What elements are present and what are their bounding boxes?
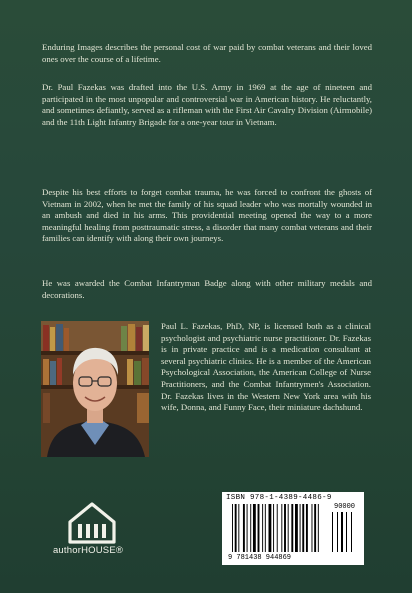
price-code: 90000 — [334, 503, 356, 511]
barcode-bar — [258, 504, 260, 552]
barcode-bar — [284, 504, 286, 552]
barcode-bar — [281, 504, 282, 552]
description-paragraph-4: He was awarded the Combat Infantryman Badge along with other military medals and decorations. — [42, 278, 372, 300]
barcode-bar — [247, 504, 248, 552]
barcode-bar — [243, 504, 245, 552]
barcode-addon-bar — [332, 512, 333, 552]
barcode-bar — [288, 504, 289, 552]
description-paragraph-2: Dr. Paul Fazekas was drafted into the U.S. Army in 1969 at the age of nineteen and participated in the most unpopular and controversial war in American history. He reluctantly, and sometimes defiantly, served as a rifleman with the First Air Cavalry Division (Airmobile) and the 11th Light Infantry Brigade for a one-year tour in Vietnam. — [42, 82, 372, 127]
barcode-bar — [269, 504, 272, 552]
barcode-addon-bar — [341, 512, 343, 552]
description-paragraph-3: Despite his best efforts to forget combat trauma, he was forced to confront the ghosts of Vietnam in 2002, when he met the family of his squad leader who was mortally wounded in an ambush and died in his arms. This providential meeting opened the way to a more meaningful healing from posttraumatic stress, a disorder that many combat veterans and their families can identify with along their own journeys. — [42, 187, 372, 244]
isbn-label: ISBN 978-1-4389-4486-9 — [226, 494, 332, 502]
barcode-bar — [291, 504, 293, 552]
publisher-name: authorHOUSE® — [52, 545, 124, 556]
barcode-addon-bar — [337, 512, 338, 552]
barcode-bar — [253, 504, 256, 552]
barcode-bar — [238, 504, 239, 552]
isbn-barcode — [222, 492, 364, 565]
barcode-bar — [232, 504, 233, 552]
barcode-bar — [277, 504, 278, 552]
barcode-bar — [235, 504, 237, 552]
ean-digits: 9 781438 944869 — [228, 554, 292, 562]
barcode-addon-bar — [346, 512, 347, 552]
barcode-addon-bar — [351, 512, 352, 552]
barcode-bar — [314, 504, 316, 552]
barcode-bar — [312, 504, 313, 552]
barcode-bar — [295, 504, 298, 552]
barcode-bar — [265, 504, 266, 552]
barcode-bar — [250, 504, 251, 552]
barcode-bar — [273, 504, 274, 552]
description-paragraph-1: Enduring Images describes the personal cost of war paid by combat veterans and their loved ones over the course of a lifetime. — [42, 42, 372, 64]
barcode-bar — [318, 504, 319, 552]
barcode-bar — [306, 504, 308, 552]
barcode-bar — [300, 504, 301, 552]
author-bio: Paul L. Fazekas, PhD, NP, is licensed both as a clinical psychologist and psychiatric nurse practitioner. Dr. Fazekas is in private practice and is a medication consultant at several psychiatric clinics. He is a member of the American Psychological Association, the American College of Nurse Practitioners, and the Combat Infantrymen's Association. Dr. Fazekas lives in the Western New York area with his wife, Donna, and Funny Face, their miniature dachshund. — [161, 321, 371, 413]
barcode-bar — [262, 504, 263, 552]
author-photo — [41, 321, 149, 457]
barcode-bar — [302, 504, 304, 552]
